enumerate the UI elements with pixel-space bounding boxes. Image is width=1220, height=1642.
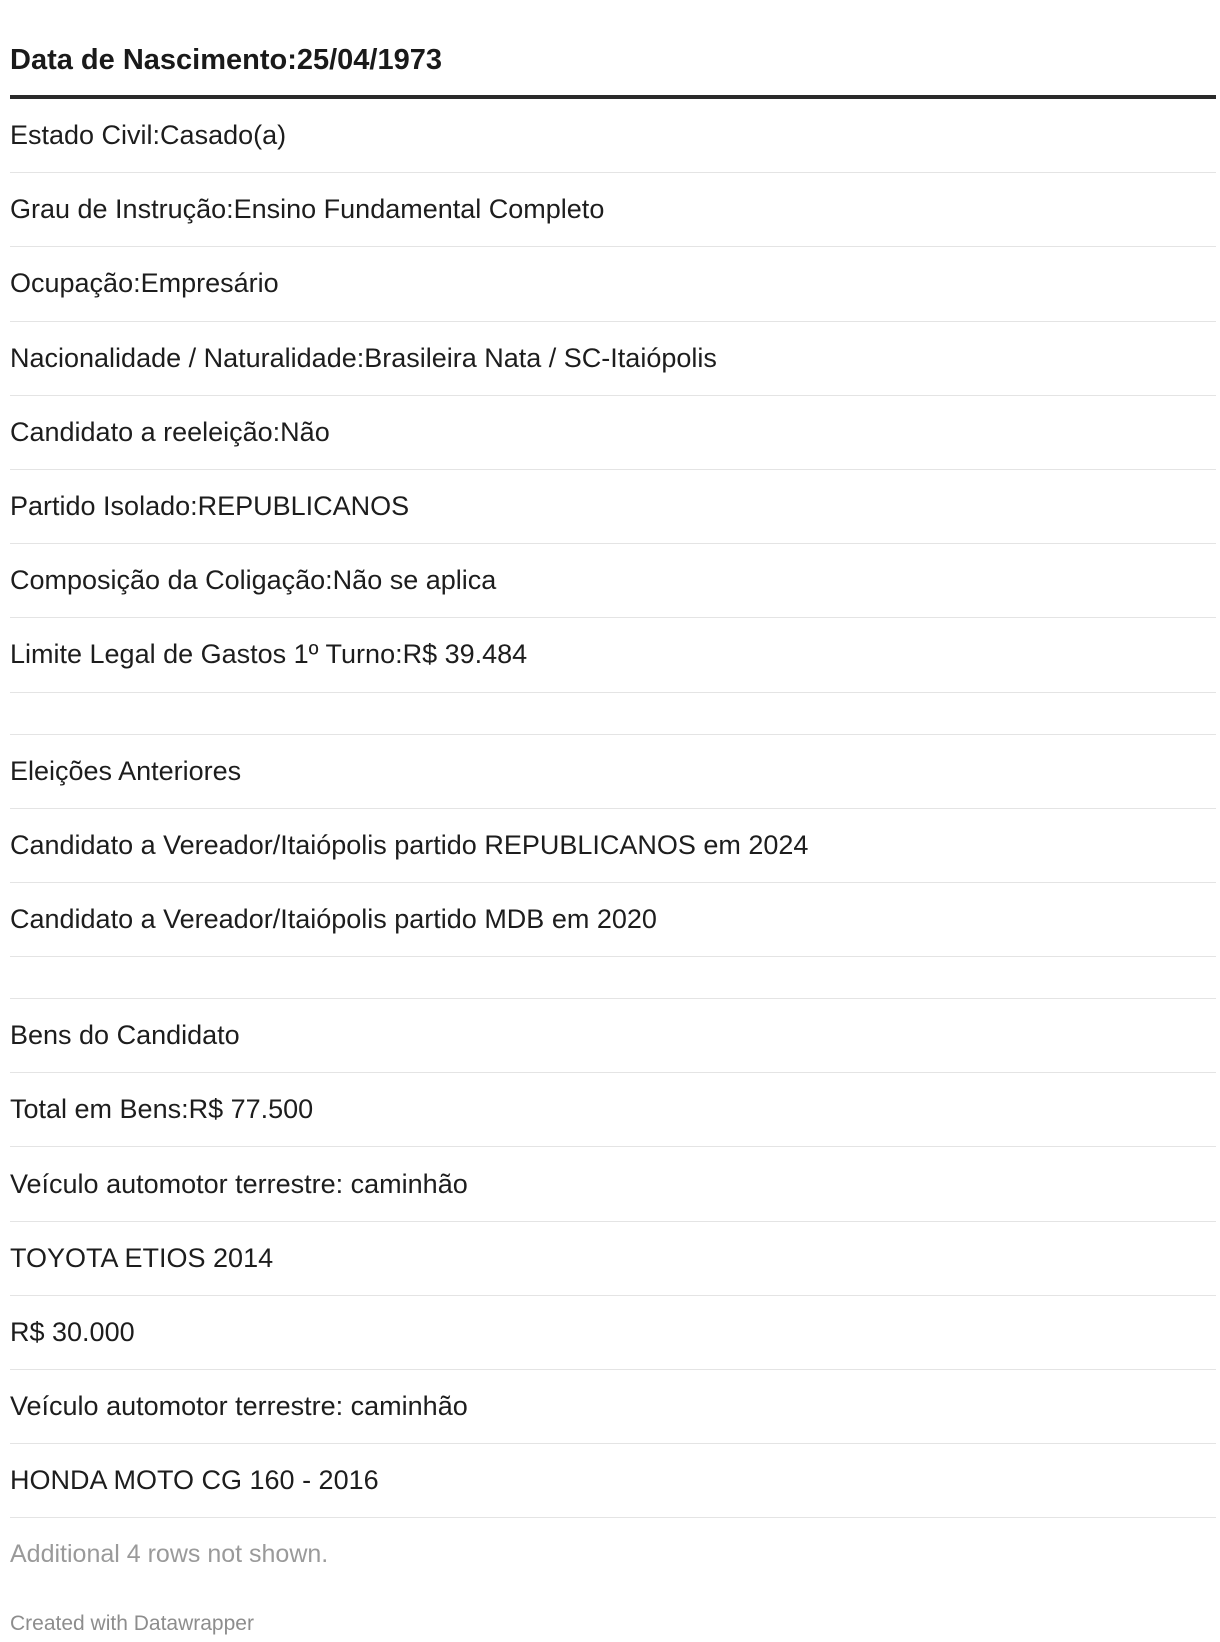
table-cell: Estado Civil:Casado(a) (10, 120, 287, 151)
table-row (10, 396, 1216, 470)
table-cell: Candidato a Vereador/Itaiópolis partido REPUBLICANOS em 2024 (10, 829, 809, 860)
table-row (10, 247, 1216, 321)
table-cell: Grau de Instrução:Ensino Fundamental Completo (10, 194, 605, 225)
table-cell: Veículo automotor terrestre: caminhão (10, 1391, 468, 1422)
table-body (10, 99, 1216, 1518)
table-cell: Ocupação:Empresário (10, 268, 279, 299)
table-cell: Candidato a Vereador/Itaiópolis partido MDB em 2020 (10, 903, 657, 934)
table-row (10, 544, 1216, 618)
table-row (10, 735, 1216, 809)
table-cell: R$ 30.000 (10, 1316, 135, 1347)
table-row (10, 999, 1216, 1073)
table-cell: Veículo automotor terrestre: caminhão (10, 1168, 468, 1199)
datawrapper-credit: Created with Datawrapper (10, 1612, 254, 1635)
table-cell: Partido Isolado:REPUBLICANOS (10, 491, 410, 522)
table-header (10, 28, 1216, 99)
table-row (10, 1073, 1216, 1147)
table-cell: Candidato a reeleição:Não (10, 416, 330, 447)
table-row (10, 1370, 1216, 1444)
table-row (10, 809, 1216, 883)
table-row (10, 1222, 1216, 1296)
table-cell: Nacionalidade / Naturalidade:Brasileira Nata / SC-Itaiópolis (10, 342, 717, 373)
table-row (10, 99, 1216, 173)
table-cell: Eleições Anteriores (10, 755, 242, 786)
table-row (10, 470, 1216, 544)
table-row (10, 173, 1216, 247)
table-cell: Bens do Candidato (10, 1020, 240, 1051)
table-row (10, 322, 1216, 396)
table-header-label: Data de Nascimento:25/04/1973 (10, 44, 442, 76)
table-row (10, 618, 1216, 692)
table-row (10, 1444, 1216, 1518)
table-cell: TOYOTA ETIOS 2014 (10, 1242, 274, 1273)
table-row-spacer (10, 693, 1216, 735)
table-row (10, 1296, 1216, 1370)
candidate-table (10, 28, 1216, 1518)
table-row (10, 1147, 1216, 1221)
rows-not-shown-note: Additional 4 rows not shown. (10, 1540, 329, 1568)
table-cell: HONDA MOTO CG 160 - 2016 (10, 1465, 379, 1496)
table-cell: Limite Legal de Gastos 1º Turno:R$ 39.484 (10, 639, 528, 670)
table-cell: Total em Bens:R$ 77.500 (10, 1094, 314, 1125)
table-row-spacer (10, 957, 1216, 999)
table-row (10, 883, 1216, 957)
table-cell: Composição da Coligação:Não se aplica (10, 565, 497, 596)
